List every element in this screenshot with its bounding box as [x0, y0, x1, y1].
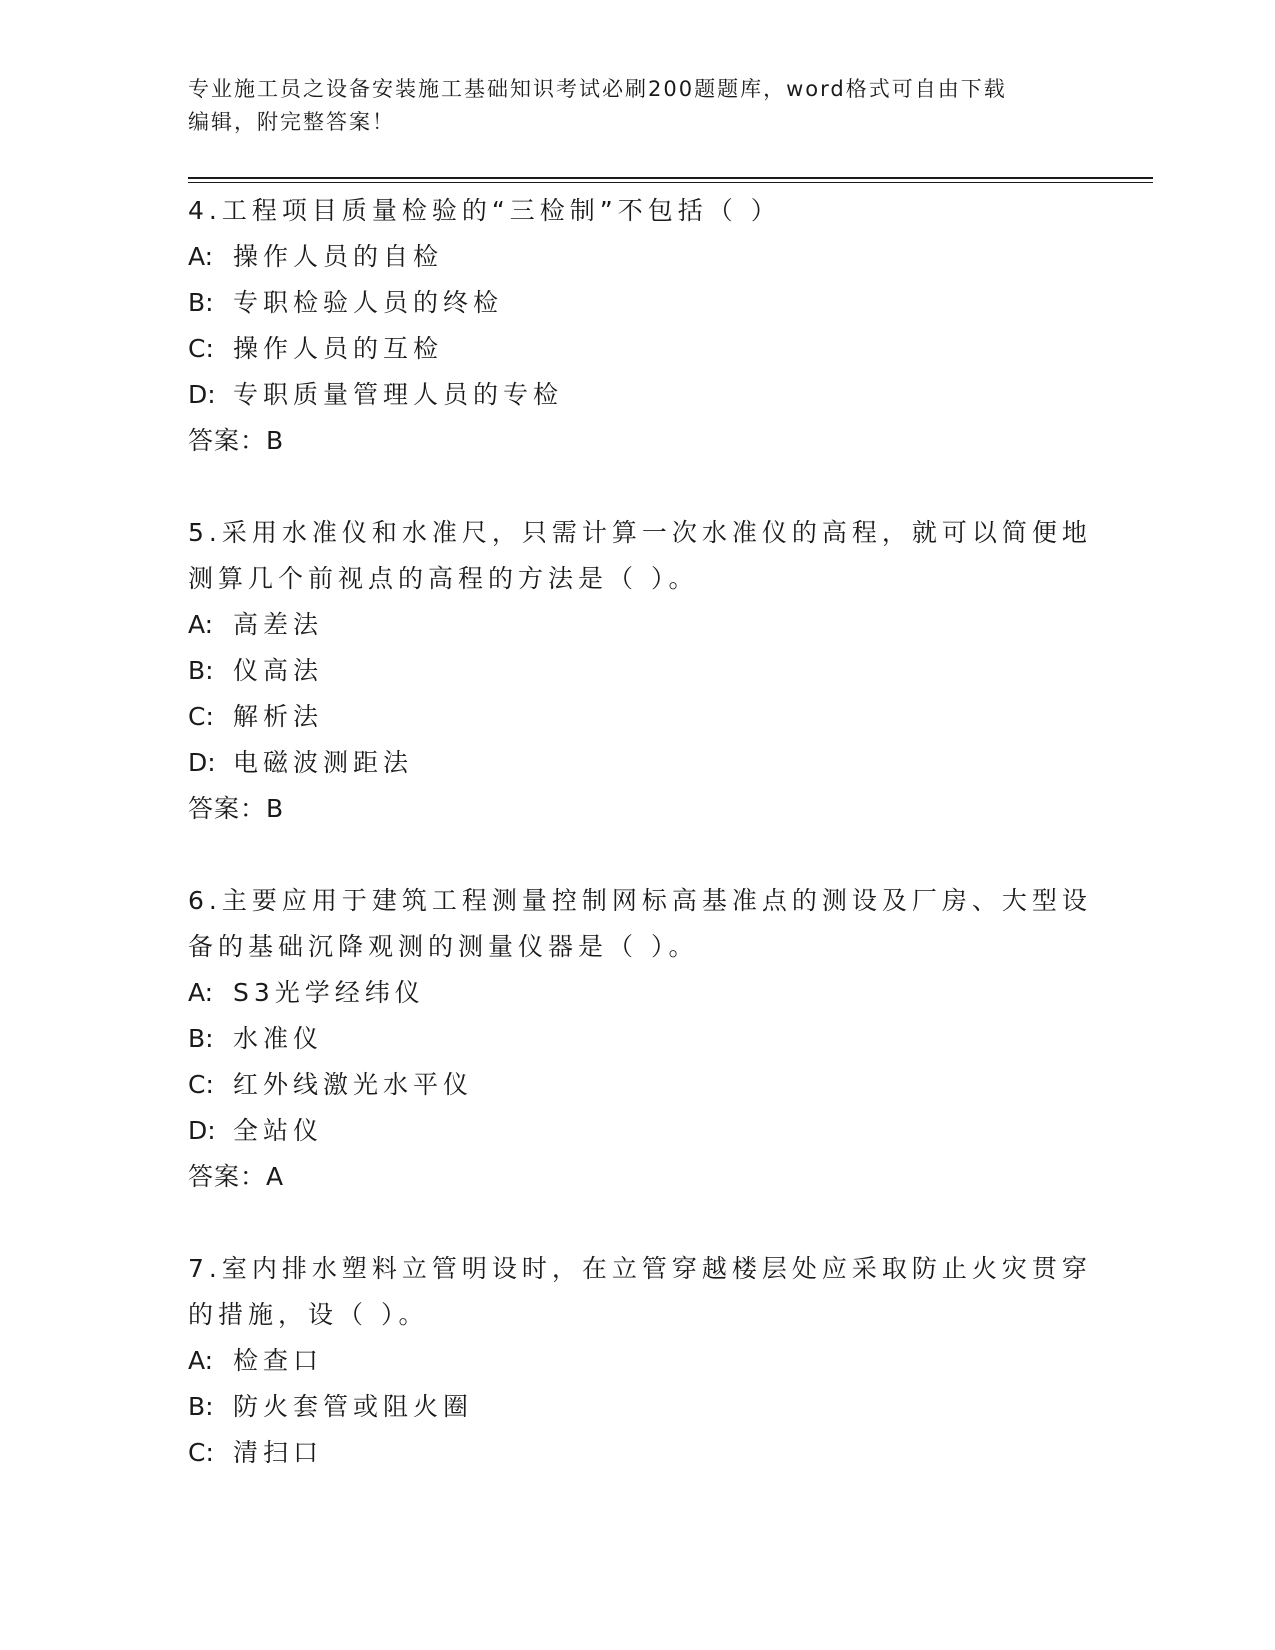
option-text: 清扫口	[233, 1438, 324, 1467]
option-letter: B:	[188, 1024, 214, 1053]
option-letter: D:	[188, 380, 216, 409]
option-d	[188, 1108, 1088, 1154]
option-letter: D:	[188, 748, 216, 777]
document-header	[188, 73, 1088, 139]
option-d	[188, 740, 1088, 786]
option-letter: B:	[188, 1392, 214, 1421]
option-a	[188, 234, 1088, 280]
option-text: 操作人员的自检	[233, 242, 444, 271]
question-stem: 4.工程项目质量检验的“三检制”不包括（ ）	[188, 196, 781, 225]
option-letter: C:	[188, 1438, 214, 1467]
option-letter: A:	[188, 1346, 214, 1375]
option-letter: C:	[188, 1070, 214, 1099]
option-text: 防火套管或阻火圈	[233, 1392, 474, 1421]
option-text: 解析法	[233, 702, 324, 731]
question-7	[188, 1246, 1092, 1476]
option-letter: A:	[188, 978, 214, 1007]
question-stem-line-1: 7.室内排水塑料立管明设时，在立管穿越楼层处应采取防止火灾贯穿	[188, 1254, 1092, 1283]
option-text: 电磁波测距法	[233, 748, 414, 777]
option-a	[188, 1338, 1088, 1384]
option-letter: A:	[188, 610, 214, 639]
question-stem-line-2: 的措施，设（ ）。	[188, 1300, 429, 1329]
question-stem-line-1: 5.采用水准仪和水准尺，只需计算一次水准仪的高程，就可以简便地	[188, 518, 1092, 547]
option-letter: D:	[188, 1116, 216, 1145]
header-line-2: 编辑，附完整答案！	[188, 110, 395, 134]
option-c	[188, 1430, 1088, 1476]
option-a	[188, 602, 1088, 648]
question-stem-line-2: 备的基础沉降观测的测量仪器是（ ）。	[188, 932, 699, 961]
question-6	[188, 878, 1092, 1200]
header-divider-thick	[188, 177, 1153, 179]
question-5	[188, 510, 1092, 832]
option-c	[188, 326, 1088, 372]
option-text: 专职质量管理人员的专检	[233, 380, 564, 409]
answer-line: 答案：A	[188, 1162, 285, 1191]
option-b	[188, 280, 1088, 326]
option-text: 水准仪	[233, 1024, 324, 1053]
option-text: 专职检验人员的终检	[233, 288, 504, 317]
option-c	[188, 694, 1088, 740]
option-text: 红外线激光水平仪	[233, 1070, 474, 1099]
option-letter: C:	[188, 702, 214, 731]
option-text: 全站仪	[233, 1116, 324, 1145]
option-letter: B:	[188, 656, 214, 685]
question-stem-line-2: 测算几个前视点的高程的方法是（ ）。	[188, 564, 699, 593]
answer-line: 答案：B	[188, 794, 285, 823]
option-text: S3光学经纬仪	[233, 978, 425, 1007]
option-text: 高差法	[233, 610, 324, 639]
option-c	[188, 1062, 1088, 1108]
question-list	[188, 188, 1092, 1522]
option-text: 仪高法	[233, 656, 324, 685]
option-text: 操作人员的互检	[233, 334, 444, 363]
answer-line: 答案：B	[188, 426, 285, 455]
header-divider-thin	[188, 182, 1153, 183]
option-b	[188, 1384, 1088, 1430]
option-letter: B:	[188, 288, 214, 317]
option-letter: C:	[188, 334, 214, 363]
option-d	[188, 372, 1088, 418]
option-letter: A:	[188, 242, 214, 271]
option-b	[188, 648, 1088, 694]
question-stem-line-1: 6.主要应用于建筑工程测量控制网标高基准点的测设及厂房、大型设	[188, 886, 1092, 915]
question-4	[188, 188, 1088, 464]
option-text: 检查口	[233, 1346, 324, 1375]
option-b	[188, 1016, 1088, 1062]
header-line-1: 专业施工员之设备安装施工基础知识考试必刷200题题库，word格式可自由下载	[188, 77, 1007, 101]
option-a	[188, 970, 1088, 1016]
